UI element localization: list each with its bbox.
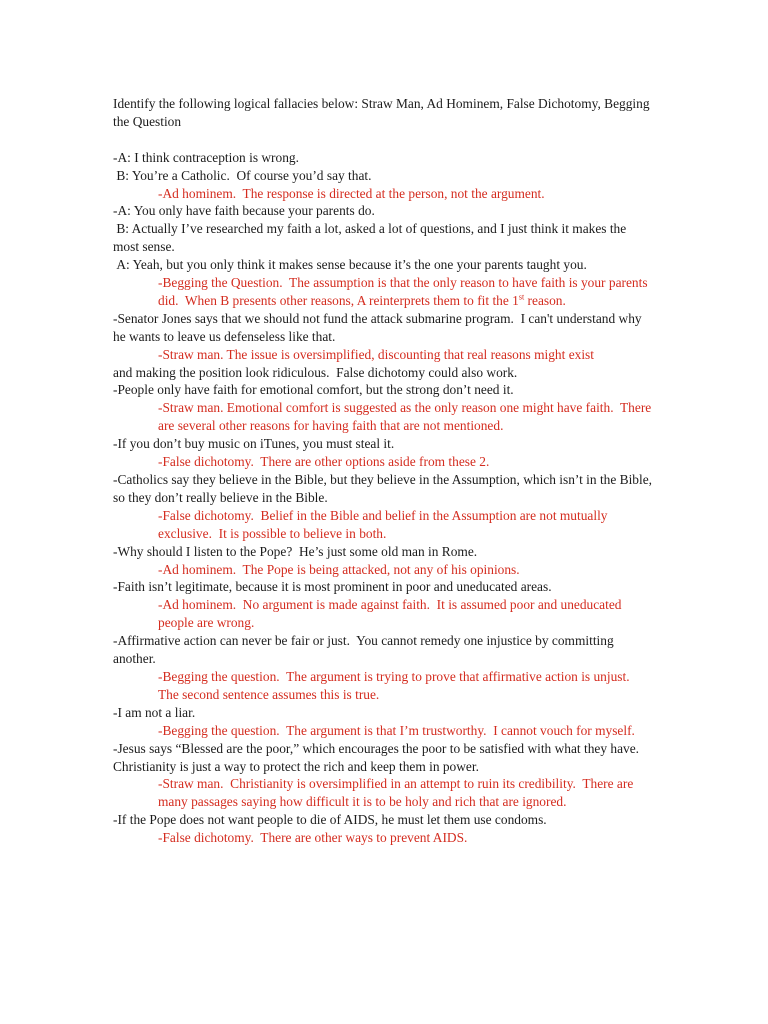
question-line [113, 256, 653, 274]
line-text: -Ad hominem. No argument is made against faith. It is assumed poor and uneducated people are wrong. [158, 597, 625, 631]
answer-line [113, 829, 653, 847]
answer-line [113, 668, 653, 704]
question-line [113, 740, 653, 776]
line-text: -Affirmative action can never be fair or just. You cannot remedy one injustice by committing another. [113, 633, 618, 667]
question-line [113, 310, 653, 346]
line-text: -A: You only have faith because your parents do. [113, 203, 375, 219]
answer-line [113, 722, 653, 740]
line-text: -Ad hominem. The Pope is being attacked, not any of his opinions. [158, 561, 520, 577]
line-text: -False dichotomy. There are other options aside from these 2. [158, 454, 490, 470]
question-line [113, 704, 653, 722]
line-text: -Straw man. Christianity is oversimplified in an attempt to ruin its credibility. There are many passages saying how difficult it is to be holy and rich that are ignored. [158, 776, 637, 810]
question-line [113, 220, 653, 256]
line-text: -Straw man. The issue is oversimplified, discounting that real reasons might exist [158, 346, 594, 362]
line-text: -Ad hominem. The response is directed at the person, not the argument. [158, 185, 545, 201]
line-text: and making the position look ridiculous. False dichotomy could also work. [113, 364, 518, 380]
line-text: -If the Pope does not want people to die of AIDS, he must let them use condoms. [113, 812, 547, 828]
line-text: -Catholics say they believe in the Bible, but they believe in the Assumption, which isn’t in the Bible, so they don’t really believe in the Bible. [113, 472, 656, 505]
line-text: A: Yeah, but you only think it makes sense because it’s the one your parents taught you. [113, 257, 587, 273]
line-text: -Straw man. Emotional comfort is suggested as the only reason one might have faith. There are several other reasons for having faith that are not mentioned. [158, 400, 655, 434]
question-line [113, 471, 656, 507]
line-text: -Jesus says “Blessed are the poor,” which encourages the poor to be satisfied with what they have. Christianity is just a way to protect the rich and keep them in power. [113, 740, 646, 774]
question-line [113, 435, 653, 453]
line-text: -I am not a liar. [113, 704, 196, 720]
line-text: B: Actually I’ve researched my faith a lot, asked a lot of questions, and I just think it makes the most sense. [113, 221, 630, 255]
answer-line [113, 453, 653, 471]
fallacy-list [113, 149, 656, 847]
question-line [113, 381, 653, 399]
line-text: -False dichotomy. There are other ways to prevent AIDS. [158, 830, 468, 846]
question-line [113, 811, 653, 829]
line-text: -A: I think contraception is wrong. [113, 149, 299, 165]
answer-line [113, 775, 653, 811]
document-page [113, 95, 656, 847]
answer-line [113, 399, 653, 435]
ordinal-superscript: st [518, 292, 525, 302]
line-text: B: You’re a Catholic. Of course you’d say that. [113, 167, 372, 183]
line-text: -Begging the Question. The assumption is that the only reason to have faith is your parents did. When B presents other reasons, A reinterprets them to fit the 1 [158, 275, 651, 308]
document-title: Identify the following logical fallacies below: Straw Man, Ad Hominem, False Dichotomy, Begging the Question [113, 96, 653, 129]
line-text: -Why should I listen to the Pope? He’s just some old man in Rome. [113, 543, 478, 559]
question-line [113, 364, 653, 382]
question-line [113, 543, 653, 561]
line-text: -Senator Jones says that we should not fund the attack submarine program. I can't understand why he wants to leave us defenseless like that. [113, 310, 645, 344]
line-text-tail: reason. [524, 292, 566, 308]
question-line [113, 578, 653, 596]
answer-line [113, 561, 653, 579]
answer-line [113, 507, 653, 543]
line-text: -Faith isn’t legitimate, because it is most prominent in poor and uneducated areas. [113, 579, 552, 595]
answer-line [113, 596, 653, 632]
question-line [113, 202, 653, 220]
question-line [113, 632, 653, 668]
answer-line [113, 346, 653, 364]
line-text: -If you don’t buy music on iTunes, you must steal it. [113, 436, 395, 452]
line-text: -Begging the question. The argument is trying to prove that affirmative action is unjust. The second sentence assumes this is true. [158, 668, 637, 702]
question-line [113, 167, 653, 185]
answer-line [113, 274, 653, 310]
line-text: -People only have faith for emotional comfort, but the strong don’t need it. [113, 382, 514, 398]
question-line [113, 149, 653, 167]
answer-line [113, 185, 653, 203]
line-text: -False dichotomy. Belief in the Bible and belief in the Assumption are not mutually exclusive. It is possible to believe in both. [158, 507, 611, 541]
line-text: -Begging the question. The argument is that I’m trustworthy. I cannot vouch for myself. [158, 722, 635, 738]
